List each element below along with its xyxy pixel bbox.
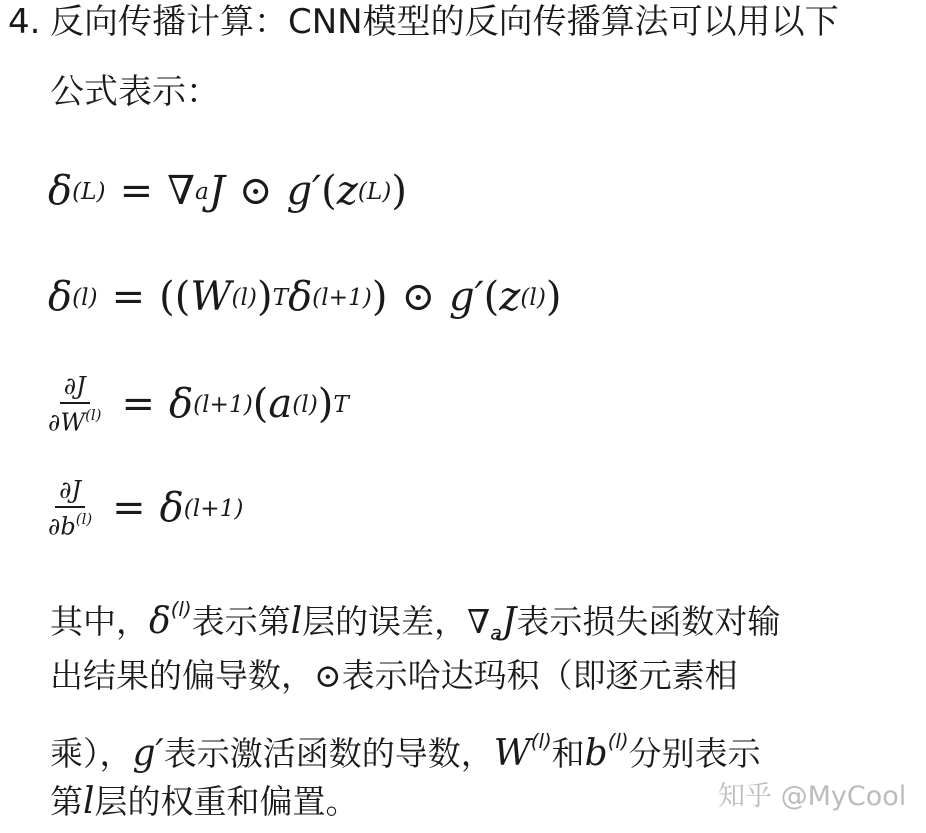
superscript: (l) <box>75 510 93 528</box>
text: 表示损失函数对输 <box>516 601 781 641</box>
fraction-denominator <box>48 404 101 436</box>
explanation-line-4 <box>50 782 359 822</box>
subscript: a <box>195 177 209 205</box>
equals-sign: = <box>119 168 154 214</box>
activation-derivative: g′ <box>448 274 484 320</box>
paren-open: ( <box>321 168 337 214</box>
delta-symbol: δ <box>288 274 313 320</box>
loss-symbol: J <box>208 168 225 214</box>
equation-weight-gradient <box>48 372 349 436</box>
weight-symbol: W <box>493 732 531 774</box>
activation-derivative: g′ <box>286 168 322 214</box>
text: 表示激活函数的导数， <box>163 733 494 773</box>
loss-symbol: J <box>501 600 517 642</box>
paren-open: (( <box>159 274 191 320</box>
paren-close: ) <box>371 274 388 320</box>
superscript: (l) <box>85 406 102 424</box>
text: 和 <box>551 733 585 773</box>
fraction <box>48 476 92 540</box>
hadamard-operator: ⊙ <box>401 274 435 320</box>
hadamard-operator: ⊙ <box>238 168 273 214</box>
paren-close: ) <box>317 381 334 428</box>
equals-sign: = <box>112 485 146 532</box>
layer-symbol: l <box>83 781 95 822</box>
list-number: 4. <box>8 2 41 42</box>
hadamard-operator: ⊙ <box>314 656 342 695</box>
bias-symbol: b <box>584 732 608 774</box>
paren-close: ) <box>391 168 407 214</box>
subscript: a <box>490 621 502 645</box>
paren-open: ( <box>483 274 500 320</box>
fraction-numerator: ∂J <box>60 372 90 404</box>
superscript: (l) <box>231 283 257 311</box>
text: 其中， <box>50 601 149 641</box>
nabla-symbol: ∇ <box>467 601 491 641</box>
transpose-symbol: T <box>333 390 349 418</box>
z-symbol: z <box>499 274 521 320</box>
paren-close: ) <box>545 274 562 320</box>
fraction <box>48 372 101 436</box>
text: 表示第 <box>191 601 291 641</box>
equals-sign: = <box>121 381 155 428</box>
delta-symbol: δ <box>48 274 73 320</box>
explanation-line-1 <box>50 590 780 654</box>
text: 第 <box>50 782 83 821</box>
delta-symbol: δ <box>168 381 194 428</box>
delta-symbol: δ <box>48 168 73 214</box>
activation-derivative: g′ <box>132 732 164 774</box>
nabla-symbol: ∇ <box>167 168 196 214</box>
paren-close: ) <box>256 274 273 320</box>
intro-line-1: 反向传播计算：CNN模型的反向传播算法可以用以下 <box>50 2 839 42</box>
fraction-numerator: ∂J <box>55 476 85 508</box>
text: 分别表示 <box>628 733 761 773</box>
text: 出结果的偏导数， <box>50 656 314 695</box>
zhihu-watermark: 知乎 @MyCool <box>718 781 907 812</box>
explanation-line-2 <box>50 656 738 696</box>
fraction-denominator <box>48 508 92 540</box>
transpose-symbol: T <box>272 283 289 311</box>
delta-symbol: δ <box>149 600 171 642</box>
equation-output-delta <box>48 168 407 214</box>
denominator-text: ∂W <box>48 408 86 437</box>
superscript: (l) <box>170 598 192 621</box>
paren-open: ( <box>252 381 269 428</box>
activation-symbol: a <box>268 381 293 428</box>
explanation-line-3 <box>50 722 761 774</box>
intro-line-2: 公式表示： <box>50 72 220 112</box>
superscript: (l) <box>292 390 318 418</box>
text: 表示哈达玛积（即逐元素相 <box>341 656 738 695</box>
superscript: (l) <box>607 730 629 753</box>
equals-sign: = <box>111 274 146 320</box>
superscript: (l) <box>72 283 98 311</box>
superscript: (l) <box>530 730 552 753</box>
superscript: (l) <box>520 283 546 311</box>
denominator-text: ∂b <box>48 512 76 541</box>
delta-symbol: δ <box>159 485 184 532</box>
text: 乘）， <box>50 733 133 773</box>
equation-hidden-delta <box>48 274 561 320</box>
superscript: (L) <box>72 177 106 205</box>
superscript: (l+1) <box>183 494 244 522</box>
z-symbol: z <box>336 168 358 214</box>
text: 层的权重和偏置。 <box>94 782 359 821</box>
weight-symbol: W <box>190 274 232 320</box>
equation-bias-gradient <box>48 476 243 540</box>
superscript: (l+1) <box>193 390 253 418</box>
superscript: (l+1) <box>312 283 372 311</box>
superscript: (L) <box>357 177 392 205</box>
text: 层的误差， <box>302 601 468 641</box>
layer-symbol: l <box>290 600 303 642</box>
